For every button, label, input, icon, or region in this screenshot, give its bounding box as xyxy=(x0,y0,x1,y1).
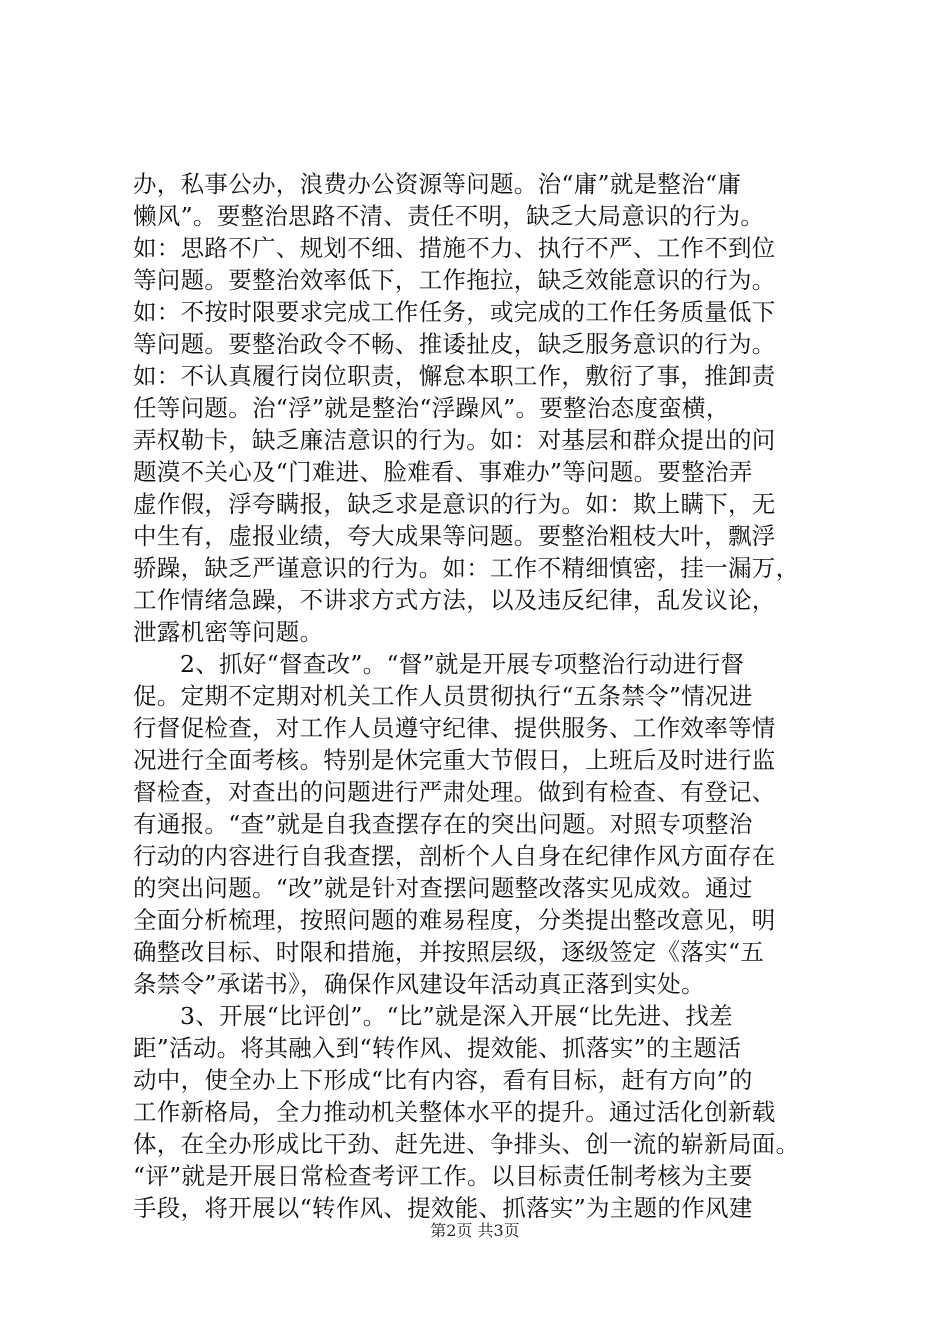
text-line: 懒风”。要整治思路不清、责任不明，缺乏大局意识的行为。 xyxy=(133,202,765,230)
text-line: 距”活动。将其融入到“转作风、提效能、抓落实”的主题活 xyxy=(133,1034,742,1062)
text-line: 弄权勒卡，缺乏廉洁意识的行为。如：对基层和群众提出的问 xyxy=(133,426,776,454)
text-line: 况进行全面考核。特别是休完重大节假日，上班后及时进行监 xyxy=(133,746,776,774)
text-line: 办，私事公办，浪费办公资源等问题。治“庸”就是整治“庸 xyxy=(133,170,742,198)
text-line: 工作情绪急躁，不讲求方式方法，以及违反纪律，乱发议论， xyxy=(133,586,776,614)
page-footer: 第2页 共3页 xyxy=(430,1221,520,1240)
text-line: 行动的内容进行自我查摆，剖析个人自身在纪律作风方面存在 xyxy=(133,842,776,870)
text-line: 工作新格局，全力推动机关整体水平的提升。通过活化创新载 xyxy=(133,1098,776,1126)
text-line: 有通报。“查”就是自我查摆存在的突出问题。对照专项整治 xyxy=(133,810,753,838)
text-line: 等问题。要整治政令不畅、推诿扯皮，缺乏服务意识的行为。 xyxy=(133,330,776,358)
text-line: 题漠不关心及“门难进、脸难看、事难办”等问题。要整治弄 xyxy=(133,458,753,486)
text-line: 虚作假，浮夸瞒报，缺乏求是意识的行为。如：欺上瞒下，无 xyxy=(133,490,776,518)
text-line: 任等问题。治“浮”就是整治“浮躁风”。要整治态度蛮横， xyxy=(133,394,730,422)
text-line: 促。定期不定期对机关工作人员贯彻执行“五条禁令”情况进 xyxy=(133,682,753,710)
text-line: 中生有，虚报业绩，夸大成果等问题。要整治粗枝大叶，飘浮 xyxy=(133,522,776,550)
text-line: 如：思路不广、规划不细、措施不力、执行不严、工作不到位 xyxy=(133,234,776,262)
text-line: 2、抓好“督查改”。“督”就是开展专项整治行动进行督 xyxy=(180,650,745,678)
text-line: 动中，使全办上下形成“比有内容，看有目标，赶有方向”的 xyxy=(133,1066,753,1094)
text-line: 泄露机密等问题。 xyxy=(133,618,324,646)
text-line: 3、开展“比评创”。“比”就是深入开展“比先进、找差 xyxy=(180,1002,733,1030)
text-line: “评”就是开展日常检查考评工作。以目标责任制考核为主要 xyxy=(133,1162,753,1190)
text-line: 督检查，对查出的问题进行严肃处理。做到有检查、有登记、 xyxy=(133,778,776,806)
text-line: 手段，将开展以“转作风、提效能、抓落实”为主题的作风建 xyxy=(133,1194,753,1222)
text-line: 骄躁，缺乏严谨意识的行为。如：工作不精细慎密，挂一漏万， xyxy=(133,554,800,582)
text-line: 如：不按时限要求完成工作任务，或完成的工作任务质量低下 xyxy=(133,298,776,326)
text-line: 的突出问题。“改”就是针对查摆问题整改落实见成效。通过 xyxy=(133,874,753,902)
text-line: 条禁令”承诺书》，确保作风建设年活动真正落到实处。 xyxy=(133,970,705,998)
text-line: 确整改目标、时限和措施，并按照层级，逐级签定《落实“五 xyxy=(133,938,765,966)
text-line: 体，在全办形成比干劲、赶先进、争排头、创一流的崭新局面。 xyxy=(133,1130,800,1158)
text-line: 全面分析梳理，按照问题的难易程度，分类提出整改意见，明 xyxy=(133,906,776,934)
document-body xyxy=(133,168,833,1224)
text-line: 行督促检查，对工作人员遵守纪律、提供服务、工作效率等情 xyxy=(133,714,776,742)
text-line: 等问题。要整治效率低下，工作拖拉，缺乏效能意识的行为。 xyxy=(133,266,776,294)
text-line: 如：不认真履行岗位职责，懈怠本职工作，敷衍了事，推卸责 xyxy=(133,362,776,390)
